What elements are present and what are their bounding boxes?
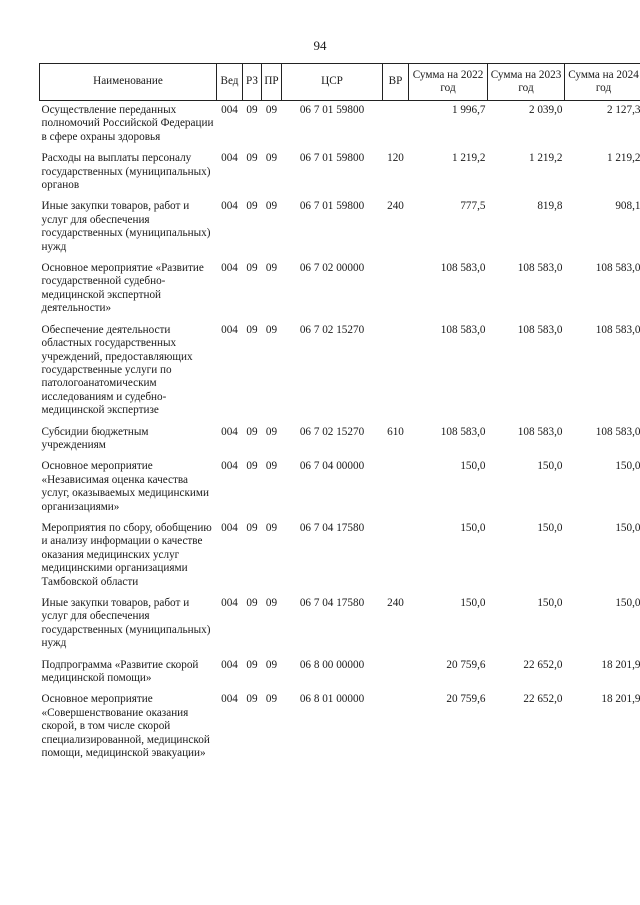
table-row (40, 597, 640, 659)
row-csr: 06 7 04 17580 (299, 597, 365, 609)
row-sum-2024: 108 583,0 (595, 425, 640, 438)
row-name: Основное мероприятие «Развитие государственной судебно-медицинской экспертной деятельности» (41, 262, 204, 315)
row-sum-2022: 1 996,7 (451, 104, 486, 116)
row-rz: 09 (246, 460, 258, 473)
row-name: Субсидии бюджетным учреждениям (41, 425, 149, 451)
row-ved: 004 (221, 521, 238, 534)
row-name: Мероприятия по сбору, обобщению и анализу информации о качестве оказания медицинских услуг медицинскими организациями Тамбовской области (41, 521, 212, 588)
row-sum-2023: 108 583,0 (517, 425, 563, 438)
row-vr (383, 324, 409, 426)
row-sum-2022: 1 219,2 (451, 152, 486, 165)
row-sum-2023: 22 652,0 (523, 658, 563, 671)
row-sum-2023: 819,8 (537, 200, 563, 213)
table-header-row (40, 64, 640, 101)
row-sum-2022: 777,5 (460, 200, 486, 213)
header-sum-2024: Сумма на 2024 год (565, 64, 640, 101)
row-vr (383, 460, 409, 522)
row-sum-2023: 150,0 (537, 597, 563, 609)
row-vr (383, 522, 409, 597)
row-pr: 09 (265, 658, 278, 671)
row-ved: 004 (221, 262, 238, 275)
row-rz: 09 (246, 262, 258, 275)
row-sum-2024: 2 127,3 (606, 104, 640, 116)
row-sum-2022: 108 583,0 (440, 262, 486, 275)
row-sum-2022: 150,0 (460, 460, 486, 473)
row-vr: 120 (387, 152, 404, 165)
header-vr: ВР (383, 64, 409, 101)
row-sum-2023: 1 219,2 (528, 152, 563, 165)
row-vr: 240 (387, 200, 404, 213)
row-csr: 06 7 01 59800 (299, 152, 365, 165)
row-vr (383, 262, 409, 324)
table-row (40, 426, 640, 461)
row-rz: 09 (246, 200, 258, 213)
row-sum-2022: 108 583,0 (440, 323, 486, 336)
table-body (40, 101, 640, 769)
row-sum-2023: 108 583,0 (517, 262, 563, 275)
header-rz: РЗ (243, 64, 262, 101)
row-sum-2024: 150,0 (615, 597, 640, 609)
table-row (40, 693, 640, 768)
header-sum-2023: Сумма на 2023 год (488, 64, 565, 101)
row-ved: 004 (221, 104, 238, 116)
row-rz: 09 (246, 521, 258, 534)
row-vr (383, 101, 409, 153)
row-csr: 06 7 04 17580 (299, 521, 365, 534)
row-vr (383, 693, 409, 768)
row-sum-2022: 20 759,6 (446, 693, 486, 706)
row-rz: 09 (246, 693, 258, 706)
row-name: Осуществление переданных полномочий Российской Федерации в сфере охраны здоровья (41, 104, 214, 143)
row-csr: 06 7 02 15270 (299, 425, 365, 438)
header-name: Наименование (40, 64, 217, 101)
row-sum-2024: 150,0 (615, 460, 640, 473)
row-ved: 004 (221, 693, 238, 706)
row-sum-2022: 150,0 (460, 597, 486, 609)
row-sum-2024: 108 583,0 (595, 262, 640, 275)
row-name: Расходы на выплаты персоналу государственных (муниципальных) органов (41, 152, 211, 192)
row-csr: 06 7 01 59800 (299, 200, 365, 213)
table-row (40, 659, 640, 694)
row-name: Основное мероприятие «Совершенствование оказания скорой, в том числе скорой специализированной, медицинской помощи, медицинской эвакуации» (41, 693, 210, 760)
row-rz: 09 (246, 323, 258, 336)
header-ved: Вед (217, 64, 243, 101)
table-row (40, 324, 640, 426)
row-csr: 06 7 02 00000 (299, 262, 365, 275)
row-sum-2023: 150,0 (537, 521, 563, 534)
budget-table (39, 63, 640, 768)
row-name: Основное мероприятие «Независимая оценка качества услуг, оказываемых медицинскими организациями» (41, 460, 209, 513)
row-rz: 09 (246, 152, 258, 165)
row-pr: 09 (265, 425, 278, 438)
row-ved: 004 (221, 597, 238, 609)
row-sum-2022: 20 759,6 (446, 658, 486, 671)
row-sum-2024: 108 583,0 (595, 323, 640, 336)
row-ved: 004 (221, 152, 238, 165)
header-sum-2022: Сумма на 2022 год (409, 64, 488, 101)
row-pr: 09 (265, 262, 278, 275)
row-rz: 09 (246, 658, 258, 671)
row-sum-2023: 22 652,0 (523, 693, 563, 706)
row-csr: 06 7 04 00000 (299, 460, 365, 473)
row-sum-2024: 908,1 (615, 200, 640, 213)
row-ved: 004 (221, 323, 238, 336)
row-sum-2023: 108 583,0 (517, 323, 563, 336)
row-ved: 004 (221, 200, 238, 213)
row-name: Обеспечение деятельности областных государственных учреждений, предоставляющих государственные услуги по патологоанатомическим исследованиям и судебно-медицинской экспертизе (41, 323, 193, 417)
row-pr: 09 (265, 597, 278, 609)
row-rz: 09 (246, 597, 258, 609)
table-row (40, 200, 640, 262)
row-pr: 09 (265, 693, 278, 706)
row-sum-2023: 150,0 (537, 460, 563, 473)
row-vr: 240 (387, 597, 404, 609)
row-name: Иные закупки товаров, работ и услуг для обеспечения государственных (муниципальных) нужд (41, 597, 211, 650)
row-sum-2024: 18 201,9 (601, 658, 640, 671)
row-pr: 09 (265, 152, 278, 165)
row-pr: 09 (265, 521, 278, 534)
row-csr: 06 7 01 59800 (299, 104, 365, 116)
page-number: 94 (313, 38, 327, 53)
row-rz: 09 (246, 104, 258, 116)
table-row (40, 460, 640, 522)
row-ved: 004 (221, 425, 238, 438)
table-row (40, 522, 640, 597)
row-ved: 004 (221, 658, 238, 671)
table-row (40, 152, 640, 200)
row-csr: 06 8 01 00000 (299, 693, 365, 706)
row-name: Иные закупки товаров, работ и услуг для обеспечения государственных (муниципальных) нужд (41, 200, 211, 253)
row-sum-2022: 150,0 (460, 521, 486, 534)
header-csr: ЦСР (282, 64, 383, 101)
row-sum-2024: 18 201,9 (601, 693, 640, 706)
row-pr: 09 (265, 323, 278, 336)
row-pr: 09 (265, 104, 278, 116)
row-ved: 004 (221, 460, 238, 473)
row-rz: 09 (246, 425, 258, 438)
row-sum-2024: 1 219,2 (606, 152, 640, 165)
row-vr (383, 659, 409, 694)
row-sum-2024: 150,0 (615, 521, 640, 534)
row-sum-2023: 2 039,0 (528, 104, 563, 116)
row-vr: 610 (387, 425, 404, 438)
row-sum-2022: 108 583,0 (440, 425, 486, 438)
row-name: Подпрограмма «Развитие скорой медицинской помощи» (41, 658, 199, 685)
row-pr: 09 (265, 460, 278, 473)
row-csr: 06 8 00 00000 (299, 658, 365, 671)
table-row (40, 101, 640, 153)
header-pr: ПР (262, 64, 282, 101)
row-csr: 06 7 02 15270 (299, 323, 365, 336)
row-pr: 09 (265, 200, 278, 213)
table-row (40, 262, 640, 324)
